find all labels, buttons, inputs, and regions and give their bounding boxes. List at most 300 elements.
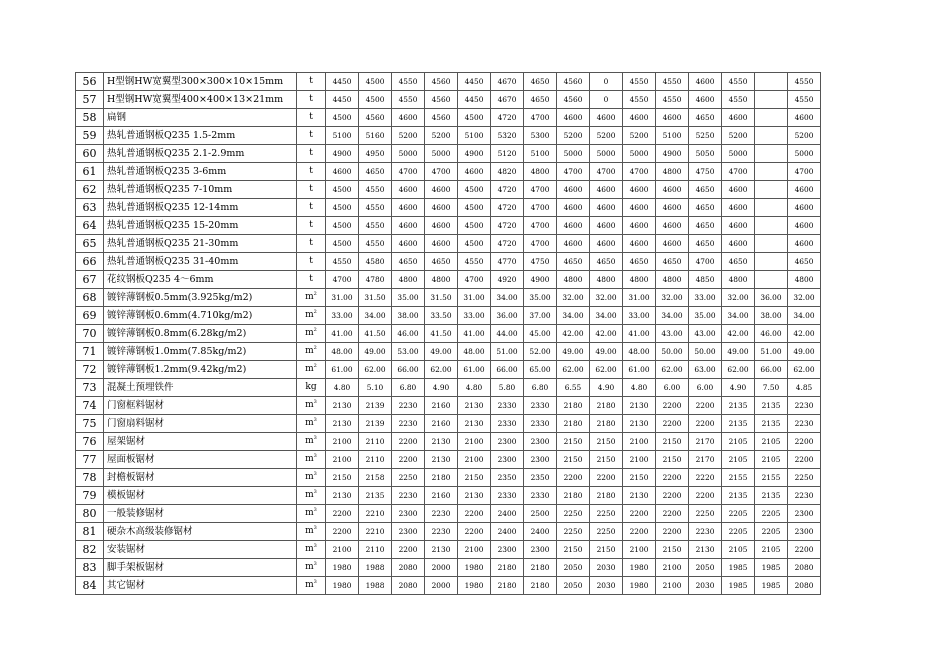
- price-cell: 2100: [458, 451, 491, 469]
- material-name: 镀锌薄钢板1.0mm(7.85kg/m2): [104, 343, 297, 361]
- price-cell: 4450: [326, 73, 359, 91]
- unit-label: m: [305, 526, 314, 536]
- price-cell: 2130: [326, 487, 359, 505]
- material-name: 热轧普通钢板Q235 21-30mm: [104, 235, 297, 253]
- price-cell: 62.00: [656, 361, 689, 379]
- unit-cell: [297, 451, 326, 469]
- price-cell: 2150: [656, 433, 689, 451]
- price-cell: 2130: [326, 415, 359, 433]
- price-cell: 2300: [788, 523, 821, 541]
- price-cell: 49.00: [557, 343, 590, 361]
- price-cell: 4700: [326, 271, 359, 289]
- price-cell: 2150: [590, 541, 623, 559]
- unit-exponent: 2: [313, 309, 317, 315]
- price-cell: 5000: [722, 145, 755, 163]
- price-cell: 4600: [623, 199, 656, 217]
- table-row: [76, 217, 821, 235]
- price-cell: 4600: [623, 181, 656, 199]
- price-cell: 2230: [425, 505, 458, 523]
- unit-cell: [297, 217, 326, 235]
- price-cell: 6.00: [689, 379, 722, 397]
- price-cell: 32.00: [788, 289, 821, 307]
- unit-cell: [297, 433, 326, 451]
- price-cell: 2350: [524, 469, 557, 487]
- unit-cell: [297, 415, 326, 433]
- unit-label: m: [305, 310, 314, 320]
- price-cell: 2150: [557, 541, 590, 559]
- price-cell: 2230: [788, 397, 821, 415]
- price-cell: 61.00: [623, 361, 656, 379]
- material-name: 扁钢: [104, 109, 297, 127]
- table-row: [76, 361, 821, 379]
- price-cell: 66.00: [491, 361, 524, 379]
- price-cell: 4800: [557, 271, 590, 289]
- material-name: 热轧普通钢板Q235 1.5-2mm: [104, 127, 297, 145]
- price-cell: 5.10: [359, 379, 392, 397]
- price-cell: 2330: [491, 487, 524, 505]
- price-cell: 1985: [722, 559, 755, 577]
- price-cell: 1985: [755, 559, 788, 577]
- price-cell: 5000: [425, 145, 458, 163]
- price-cell: 42.00: [788, 325, 821, 343]
- price-cell: 2250: [590, 523, 623, 541]
- price-cell: 1985: [722, 577, 755, 595]
- price-cell: 4650: [689, 235, 722, 253]
- price-cell: 4700: [524, 217, 557, 235]
- unit-label: m: [305, 364, 314, 374]
- price-cell: 2200: [458, 505, 491, 523]
- price-cell: 4650: [524, 91, 557, 109]
- table-row: [76, 415, 821, 433]
- price-cell: 2200: [788, 451, 821, 469]
- price-cell: 4650: [392, 253, 425, 271]
- price-cell: 2105: [722, 541, 755, 559]
- price-cell: 2500: [524, 505, 557, 523]
- table-body: [76, 73, 821, 595]
- unit-cell: [297, 379, 326, 397]
- price-cell: 2300: [788, 505, 821, 523]
- price-cell: 2200: [689, 487, 722, 505]
- price-cell: 1980: [458, 577, 491, 595]
- price-cell: 4950: [359, 145, 392, 163]
- price-cell: 2105: [755, 541, 788, 559]
- price-cell: 2230: [788, 487, 821, 505]
- price-cell: 2130: [425, 451, 458, 469]
- price-cell: 2100: [623, 433, 656, 451]
- price-cell: 4700: [524, 199, 557, 217]
- material-name: 镀锌薄钢板1.2mm(9.42kg/m2): [104, 361, 297, 379]
- price-cell: 4500: [359, 91, 392, 109]
- unit-cell: [297, 127, 326, 145]
- unit-label: kg: [305, 382, 317, 392]
- price-cell: 31.50: [359, 289, 392, 307]
- price-cell: 2130: [458, 487, 491, 505]
- price-cell: 4600: [392, 199, 425, 217]
- price-cell: [755, 253, 788, 271]
- unit-cell: [297, 145, 326, 163]
- table-row: [76, 343, 821, 361]
- price-cell: 2080: [392, 559, 425, 577]
- price-cell: 46.00: [755, 325, 788, 343]
- price-cell: 4700: [524, 109, 557, 127]
- price-cell: 4500: [326, 109, 359, 127]
- price-cell: 2250: [689, 505, 722, 523]
- price-cell: 2205: [722, 523, 755, 541]
- price-cell: 2080: [392, 577, 425, 595]
- price-cell: 4650: [689, 199, 722, 217]
- price-cell: 33.00: [458, 307, 491, 325]
- unit-cell: [297, 343, 326, 361]
- unit-cell: [297, 199, 326, 217]
- material-name: 热轧普通钢板Q235 15-20mm: [104, 217, 297, 235]
- table-row: [76, 397, 821, 415]
- price-cell: 4500: [458, 109, 491, 127]
- price-cell: 2030: [689, 577, 722, 595]
- price-cell: 4600: [590, 217, 623, 235]
- price-cell: 61.00: [326, 361, 359, 379]
- price-cell: 2250: [392, 469, 425, 487]
- price-cell: 42.00: [557, 325, 590, 343]
- price-cell: 2230: [392, 415, 425, 433]
- price-cell: 2205: [755, 523, 788, 541]
- price-cell: 4700: [458, 271, 491, 289]
- price-cell: 4600: [392, 235, 425, 253]
- price-cell: 62.00: [425, 361, 458, 379]
- table-row: [76, 73, 821, 91]
- price-cell: 4650: [623, 253, 656, 271]
- row-number: 72: [76, 361, 104, 379]
- row-number: 79: [76, 487, 104, 505]
- price-cell: 43.00: [689, 325, 722, 343]
- price-cell: 33.00: [689, 289, 722, 307]
- price-cell: 2200: [656, 397, 689, 415]
- price-cell: 4600: [425, 235, 458, 253]
- price-cell: 4800: [392, 271, 425, 289]
- unit-cell: [297, 253, 326, 271]
- price-cell: 2130: [458, 415, 491, 433]
- material-name: 混凝土预埋铁件: [104, 379, 297, 397]
- price-cell: 5200: [425, 127, 458, 145]
- price-cell: 2170: [689, 451, 722, 469]
- price-cell: 2200: [656, 469, 689, 487]
- unit-exponent: 3: [313, 489, 317, 495]
- price-cell: 4600: [392, 109, 425, 127]
- table-row: [76, 325, 821, 343]
- price-cell: 4650: [590, 253, 623, 271]
- price-cell: 52.00: [524, 343, 557, 361]
- table-row: [76, 289, 821, 307]
- price-cell: 32.00: [722, 289, 755, 307]
- price-cell: 4450: [458, 73, 491, 91]
- price-cell: 6.80: [392, 379, 425, 397]
- price-cell: 4550: [359, 199, 392, 217]
- price-cell: 2200: [392, 433, 425, 451]
- price-cell: 2180: [557, 415, 590, 433]
- price-cell: 2230: [788, 415, 821, 433]
- price-cell: 4600: [722, 217, 755, 235]
- price-cell: 4550: [722, 91, 755, 109]
- price-cell: 2200: [326, 505, 359, 523]
- price-cell: 7.50: [755, 379, 788, 397]
- unit-exponent: 3: [313, 561, 317, 567]
- unit-cell: [297, 163, 326, 181]
- price-cell: 4700: [425, 163, 458, 181]
- unit-cell: [297, 541, 326, 559]
- unit-cell: [297, 325, 326, 343]
- price-cell: 2180: [425, 469, 458, 487]
- price-cell: 35.00: [524, 289, 557, 307]
- price-cell: [755, 91, 788, 109]
- price-cell: 4700: [557, 163, 590, 181]
- price-cell: 2160: [425, 397, 458, 415]
- price-cell: 38.00: [755, 307, 788, 325]
- price-cell: 4550: [359, 181, 392, 199]
- price-cell: 4900: [326, 145, 359, 163]
- price-table: [75, 72, 821, 595]
- price-cell: 4900: [656, 145, 689, 163]
- material-name: 硬杂木高级装修锯材: [104, 523, 297, 541]
- price-cell: 5000: [392, 145, 425, 163]
- price-cell: 4720: [491, 181, 524, 199]
- price-cell: 4580: [359, 253, 392, 271]
- price-cell: [755, 109, 788, 127]
- price-cell: 2030: [590, 559, 623, 577]
- row-number: 70: [76, 325, 104, 343]
- price-cell: 4900: [458, 145, 491, 163]
- price-cell: 2105: [722, 451, 755, 469]
- price-cell: 4500: [458, 199, 491, 217]
- price-cell: 4900: [524, 271, 557, 289]
- price-cell: 4650: [524, 73, 557, 91]
- price-cell: 49.00: [359, 343, 392, 361]
- price-cell: 37.00: [524, 307, 557, 325]
- price-cell: 5.80: [491, 379, 524, 397]
- price-cell: 2130: [623, 487, 656, 505]
- price-cell: 4550: [359, 217, 392, 235]
- price-cell: 4600: [392, 181, 425, 199]
- price-cell: 4500: [458, 181, 491, 199]
- price-cell: 4650: [722, 253, 755, 271]
- row-number: 83: [76, 559, 104, 577]
- price-cell: 4600: [425, 199, 458, 217]
- price-cell: 41.00: [326, 325, 359, 343]
- unit-cell: [297, 469, 326, 487]
- price-cell: 4600: [788, 235, 821, 253]
- price-cell: 5000: [788, 145, 821, 163]
- price-cell: 1988: [359, 559, 392, 577]
- price-cell: 5200: [623, 127, 656, 145]
- price-cell: 2100: [458, 541, 491, 559]
- price-cell: 2030: [590, 577, 623, 595]
- price-cell: [755, 217, 788, 235]
- price-cell: 4650: [359, 163, 392, 181]
- price-cell: 4600: [656, 199, 689, 217]
- row-number: 57: [76, 91, 104, 109]
- price-cell: 4600: [557, 181, 590, 199]
- row-number: 68: [76, 289, 104, 307]
- price-cell: 5200: [590, 127, 623, 145]
- price-cell: 2080: [788, 577, 821, 595]
- price-cell: 48.00: [623, 343, 656, 361]
- price-cell: 2150: [557, 451, 590, 469]
- row-number: 75: [76, 415, 104, 433]
- unit-exponent: 3: [313, 417, 317, 423]
- price-cell: 4550: [359, 235, 392, 253]
- price-cell: 4720: [491, 109, 524, 127]
- price-cell: 50.00: [656, 343, 689, 361]
- material-name: 门窗扇料锯材: [104, 415, 297, 433]
- price-cell: 36.00: [755, 289, 788, 307]
- price-cell: 41.50: [425, 325, 458, 343]
- unit-exponent: 3: [313, 399, 317, 405]
- price-cell: [755, 181, 788, 199]
- price-cell: 61.00: [458, 361, 491, 379]
- price-cell: 4500: [458, 235, 491, 253]
- price-cell: 4750: [524, 253, 557, 271]
- price-cell: [755, 235, 788, 253]
- row-number: 81: [76, 523, 104, 541]
- table-row: [76, 559, 821, 577]
- price-cell: 2110: [359, 451, 392, 469]
- price-cell: 4600: [557, 199, 590, 217]
- unit-exponent: 3: [313, 435, 317, 441]
- price-cell: 2150: [458, 469, 491, 487]
- price-cell: 2200: [326, 523, 359, 541]
- price-cell: 4700: [689, 253, 722, 271]
- price-cell: 1980: [623, 577, 656, 595]
- price-cell: 0: [590, 73, 623, 91]
- price-cell: 2100: [623, 451, 656, 469]
- price-cell: 46.00: [392, 325, 425, 343]
- price-cell: 2200: [392, 541, 425, 559]
- row-number: 63: [76, 199, 104, 217]
- price-cell: 4550: [392, 91, 425, 109]
- material-name: 热轧普通钢板Q235 31-40mm: [104, 253, 297, 271]
- price-cell: 4800: [623, 271, 656, 289]
- row-number: 69: [76, 307, 104, 325]
- price-cell: 4600: [392, 217, 425, 235]
- price-cell: 5050: [689, 145, 722, 163]
- price-cell: 33.50: [425, 307, 458, 325]
- table-row: [76, 379, 821, 397]
- price-cell: 4.80: [623, 379, 656, 397]
- price-cell: 4560: [425, 109, 458, 127]
- price-cell: 2200: [458, 523, 491, 541]
- unit-cell: [297, 109, 326, 127]
- price-cell: 5250: [689, 127, 722, 145]
- price-cell: [755, 163, 788, 181]
- price-cell: 4600: [557, 235, 590, 253]
- price-cell: 4600: [623, 235, 656, 253]
- price-cell: 4550: [623, 73, 656, 91]
- row-number: 61: [76, 163, 104, 181]
- price-cell: 2330: [524, 397, 557, 415]
- price-cell: 2330: [524, 415, 557, 433]
- unit-label: t: [309, 112, 313, 122]
- price-cell: 4600: [689, 91, 722, 109]
- price-cell: 4820: [491, 163, 524, 181]
- row-number: 67: [76, 271, 104, 289]
- price-cell: 4550: [722, 73, 755, 91]
- price-cell: 50.00: [689, 343, 722, 361]
- price-cell: 2135: [755, 487, 788, 505]
- price-cell: 4700: [623, 163, 656, 181]
- table-row: [76, 577, 821, 595]
- price-cell: 44.00: [491, 325, 524, 343]
- row-number: 65: [76, 235, 104, 253]
- price-cell: 34.00: [722, 307, 755, 325]
- unit-cell: [297, 505, 326, 523]
- price-cell: 4650: [689, 217, 722, 235]
- price-cell: 2300: [491, 541, 524, 559]
- price-cell: 2180: [491, 577, 524, 595]
- price-cell: 2150: [590, 451, 623, 469]
- price-cell: 4700: [524, 235, 557, 253]
- price-cell: 5100: [458, 127, 491, 145]
- price-cell: 2050: [557, 559, 590, 577]
- unit-label: t: [309, 256, 313, 266]
- price-cell: 2150: [326, 469, 359, 487]
- price-cell: 2150: [557, 433, 590, 451]
- material-name: H型钢HW宽翼型400×400×13×21mm: [104, 91, 297, 109]
- price-cell: 2135: [359, 487, 392, 505]
- price-cell: 2200: [656, 415, 689, 433]
- price-cell: 53.00: [392, 343, 425, 361]
- unit-label: t: [309, 202, 313, 212]
- price-cell: 2200: [557, 469, 590, 487]
- unit-label: m: [305, 436, 314, 446]
- unit-label: m: [305, 292, 314, 302]
- row-number: 77: [76, 451, 104, 469]
- price-cell: 4550: [326, 253, 359, 271]
- table-row: [76, 271, 821, 289]
- unit-label: t: [309, 130, 313, 140]
- material-name: 镀锌薄钢板0.5mm(3.925kg/m2): [104, 289, 297, 307]
- price-cell: 2200: [623, 523, 656, 541]
- price-cell: 4.90: [425, 379, 458, 397]
- unit-exponent: 3: [313, 543, 317, 549]
- price-cell: 4600: [425, 217, 458, 235]
- price-cell: 2200: [656, 523, 689, 541]
- price-cell: 49.00: [590, 343, 623, 361]
- price-cell: 4600: [656, 181, 689, 199]
- unit-exponent: 2: [313, 327, 317, 333]
- price-cell: 4800: [656, 163, 689, 181]
- price-cell: 31.50: [425, 289, 458, 307]
- price-cell: 2230: [392, 397, 425, 415]
- price-cell: 5160: [359, 127, 392, 145]
- table-row: [76, 145, 821, 163]
- price-cell: 4450: [326, 91, 359, 109]
- price-cell: 4700: [788, 163, 821, 181]
- row-number: 62: [76, 181, 104, 199]
- price-cell: 4600: [590, 235, 623, 253]
- price-cell: 5100: [524, 145, 557, 163]
- price-cell: 41.00: [623, 325, 656, 343]
- price-cell: 4600: [788, 109, 821, 127]
- price-cell: 2139: [359, 415, 392, 433]
- price-cell: 4800: [590, 271, 623, 289]
- row-number: 80: [76, 505, 104, 523]
- row-number: 74: [76, 397, 104, 415]
- price-cell: 2210: [359, 523, 392, 541]
- price-cell: 4800: [722, 271, 755, 289]
- price-cell: 32.00: [590, 289, 623, 307]
- price-cell: 4600: [557, 217, 590, 235]
- price-cell: 2000: [425, 577, 458, 595]
- price-cell: 1980: [623, 559, 656, 577]
- price-cell: 48.00: [458, 343, 491, 361]
